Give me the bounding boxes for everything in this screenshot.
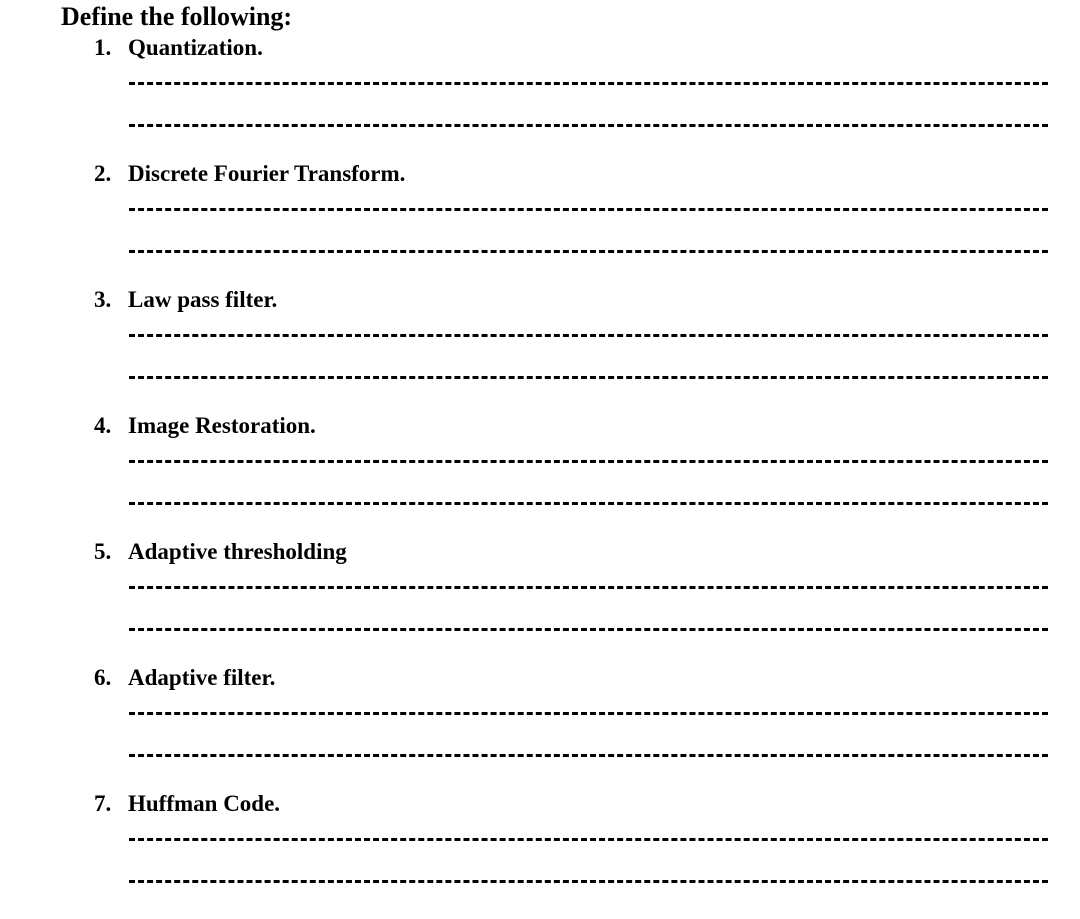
question-number: 5. [94,539,112,564]
answer-line[interactable] [129,880,1048,883]
question-item [0,538,1080,664]
question-number: 3. [94,287,112,312]
question-item [0,34,1080,160]
question-item [0,160,1080,286]
question-number: 4. [94,413,112,438]
question-text: Adaptive filter. [128,665,276,690]
question-number: 2. [94,161,112,186]
section-heading: Define the following: [61,2,293,31]
answer-line[interactable] [129,712,1048,715]
question-item [0,286,1080,412]
question-item [0,412,1080,538]
answer-line[interactable] [129,334,1048,337]
question-text: Law pass filter. [128,287,278,312]
answer-line[interactable] [129,586,1048,589]
question-item [0,664,1080,790]
question-text: Huffman Code. [128,791,281,816]
question-text: Adaptive thresholding [128,539,347,564]
answer-line[interactable] [129,502,1048,505]
question-text: Quantization. [128,35,263,60]
answer-line[interactable] [129,754,1048,757]
question-text: Image Restoration. [128,413,316,438]
question-text: Discrete Fourier Transform. [128,161,406,186]
answer-line[interactable] [129,208,1048,211]
answer-line[interactable] [129,376,1048,379]
answer-line[interactable] [129,82,1048,85]
answer-line[interactable] [129,460,1048,463]
answer-line[interactable] [129,628,1048,631]
question-number: 1. [94,35,112,60]
answer-line[interactable] [129,250,1048,253]
question-item [0,790,1080,916]
answer-line[interactable] [129,124,1048,127]
question-number: 6. [94,665,112,690]
question-number: 7. [94,791,112,816]
answer-line[interactable] [129,838,1048,841]
